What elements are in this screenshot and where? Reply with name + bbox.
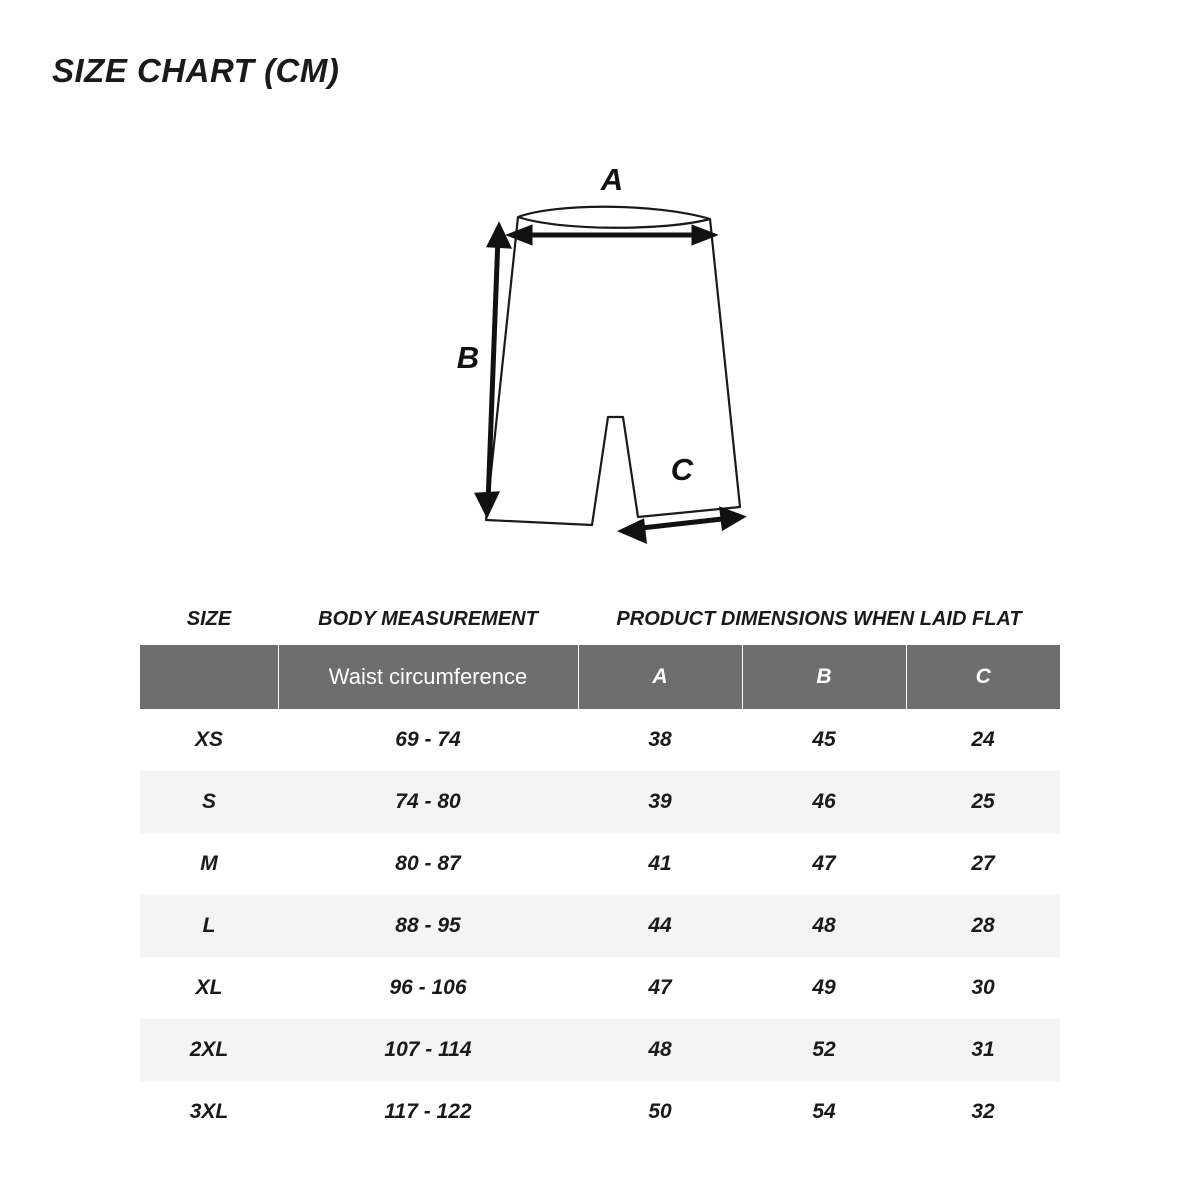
cell-waist: 96 - 106 [278, 957, 578, 1019]
size-chart-table-wrapper [140, 608, 1060, 1143]
cell-waist: 69 - 74 [278, 709, 578, 771]
table-row [140, 1081, 1060, 1143]
cell-b: 48 [742, 895, 906, 957]
cell-c: 31 [906, 1019, 1060, 1081]
cell-c: 25 [906, 771, 1060, 833]
cell-size: L [140, 895, 278, 957]
cell-b: 47 [742, 833, 906, 895]
cell-size: M [140, 833, 278, 895]
cell-a: 44 [578, 895, 742, 957]
cell-a: 41 [578, 833, 742, 895]
column-header-size [140, 645, 278, 709]
cell-a: 50 [578, 1081, 742, 1143]
page-title: SIZE CHART (CM) [52, 52, 340, 89]
cell-c: 32 [906, 1081, 1060, 1143]
cell-c: 28 [906, 895, 1060, 957]
cell-c: 27 [906, 833, 1060, 895]
cell-a: 39 [578, 771, 742, 833]
cell-size: S [140, 771, 278, 833]
cell-size: 3XL [140, 1081, 278, 1143]
group-header-body: BODY MEASUREMENT [278, 608, 578, 645]
cell-waist: 107 - 114 [278, 1019, 578, 1081]
column-header-row [140, 645, 1060, 709]
cell-b: 45 [742, 709, 906, 771]
shorts-measurement-diagram [380, 135, 820, 575]
cell-b: 46 [742, 771, 906, 833]
cell-size: 2XL [140, 1019, 278, 1081]
column-header-b: B [742, 645, 906, 709]
group-header-product: PRODUCT DIMENSIONS WHEN LAID FLAT [578, 608, 1060, 645]
table-row [140, 1019, 1060, 1081]
cell-waist: 74 - 80 [278, 771, 578, 833]
cell-b: 49 [742, 957, 906, 1019]
table-row [140, 957, 1060, 1019]
group-header-row [140, 608, 1060, 645]
column-header-waist: Waist circumference [278, 645, 578, 709]
table-row [140, 833, 1060, 895]
cell-c: 24 [906, 709, 1060, 771]
cell-waist: 117 - 122 [278, 1081, 578, 1143]
diagram-label-c: C [670, 452, 694, 487]
diagram-label-a: A [600, 162, 624, 197]
cell-waist: 80 - 87 [278, 833, 578, 895]
size-chart-table [140, 608, 1060, 1143]
table-row [140, 895, 1060, 957]
cell-b: 54 [742, 1081, 906, 1143]
column-header-a: A [578, 645, 742, 709]
cell-a: 47 [578, 957, 742, 1019]
table-row [140, 709, 1060, 771]
cell-b: 52 [742, 1019, 906, 1081]
diagram-label-b: B [456, 340, 480, 375]
cell-a: 38 [578, 709, 742, 771]
table-row [140, 771, 1060, 833]
cell-size: XS [140, 709, 278, 771]
column-header-c: C [906, 645, 1060, 709]
group-header-size: SIZE [140, 608, 278, 645]
cell-waist: 88 - 95 [278, 895, 578, 957]
cell-size: XL [140, 957, 278, 1019]
cell-c: 30 [906, 957, 1060, 1019]
cell-a: 48 [578, 1019, 742, 1081]
